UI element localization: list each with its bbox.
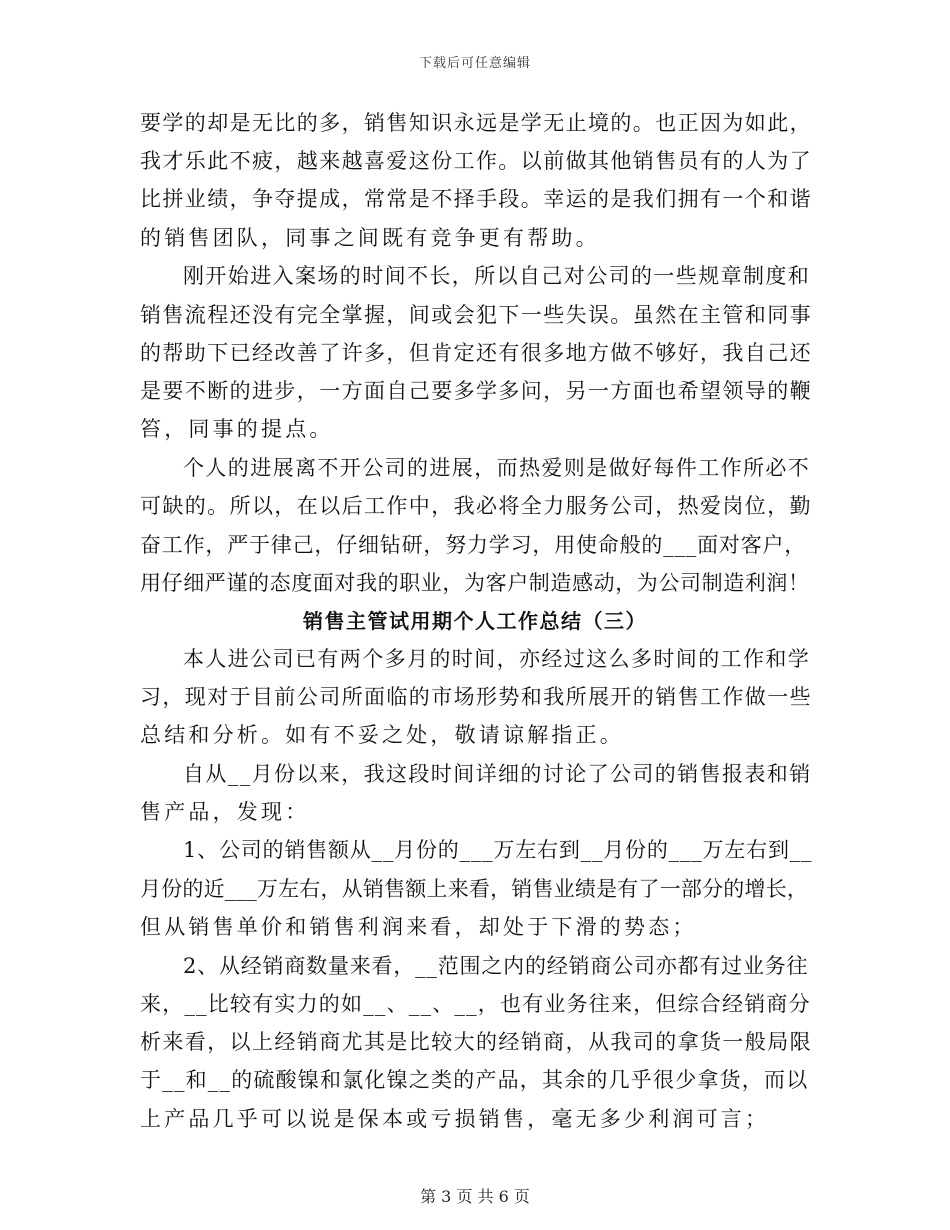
text-line: 总结和分析。如有不妥之处，敬请谅解指正。 xyxy=(140,723,624,747)
text-line: 但从销售单价和销售利润来看，却处于下滑的势态； xyxy=(140,915,697,939)
text-line: 刚开始进入案场的时间不长，所以自己对公司的一些规章制度和 xyxy=(183,264,811,288)
text-line: 析来看，以上经销商尤其是比较大的经销商，从我司的拿货一般局限 xyxy=(140,1030,812,1054)
text-line: 要学的却是无比的多，销售知识永远是学无止境的。也正因为如此， xyxy=(140,111,812,135)
text-line: 的帮助下已经改善了许多，但肯定还有很多地方做不够好，我自己还 xyxy=(140,341,812,365)
page-footer: 第 3 页 共 6 页 xyxy=(420,1187,530,1206)
text-line: 个人的进展离不开公司的进展，而热爱则是做好每件工作所必不 xyxy=(183,456,811,480)
section-title: 销售主管试用期个人工作总结（三） xyxy=(303,609,647,633)
text-line: 笞，同事的提点。 xyxy=(140,417,334,441)
text-line: 销售流程还没有完全掌握，间或会犯下一些失误。虽然在主管和同事 xyxy=(140,303,812,327)
text-line: 1、公司的销售额从__月份的___万左右到__月份的___万左右到__ xyxy=(183,838,813,862)
text-line: 比拼业绩，争夺提成，常常是不择手段。幸运的是我们拥有一个和谐 xyxy=(140,187,812,211)
text-line: 自从__月份以来，我这段时间详细的讨论了公司的销售报表和销 xyxy=(183,762,812,786)
text-line: 习，现对于目前公司所面临的市场形势和我所展开的销售工作做一些 xyxy=(140,685,812,709)
text-line: 上产品几乎可以说是保本或亏损销售，毫无多少利润可言； xyxy=(140,1107,770,1131)
text-line: 月份的近___万左右，从销售额上来看，销售业绩是有了一部分的增长， xyxy=(140,877,809,901)
text-line: 2、从经销商数量来看，__范围之内的经销商公司亦都有过业务往 xyxy=(183,954,809,978)
text-line: 是要不断的进步，一方面自己要多学多问，另一方面也希望领导的鞭 xyxy=(140,379,812,403)
text-line: 来，__比较有实力的如__、__、__，也有业务往来，但综合经销商分 xyxy=(140,992,811,1016)
text-line: 奋工作，严于律己，仔细钻研，努力学习，用使命般的___面对客户， xyxy=(140,533,807,557)
text-line: 于__和__的硫酸镍和氯化镍之类的产品，其余的几乎很少拿货，而以 xyxy=(140,1068,809,1092)
page-header: 下载后可任意编辑 xyxy=(418,56,531,71)
text-line: 可缺的。所以，在以后工作中，我必将全力服务公司，热爱岗位，勤 xyxy=(140,494,812,518)
text-line: 售产品，发现： xyxy=(140,800,310,824)
text-line: 用仔细严谨的态度面对我的职业，为客户制造感动，为公司制造利润！ xyxy=(140,571,810,595)
text-line: 的销售团队，同事之间既有竞争更有帮助。 xyxy=(140,226,600,250)
text-line: 我才乐此不疲，越来越喜爱这份工作。以前做其他销售员有的人为了 xyxy=(140,149,812,173)
text-line: 本人进公司已有两个多月的时间，亦经过这么多时间的工作和学 xyxy=(183,647,811,671)
